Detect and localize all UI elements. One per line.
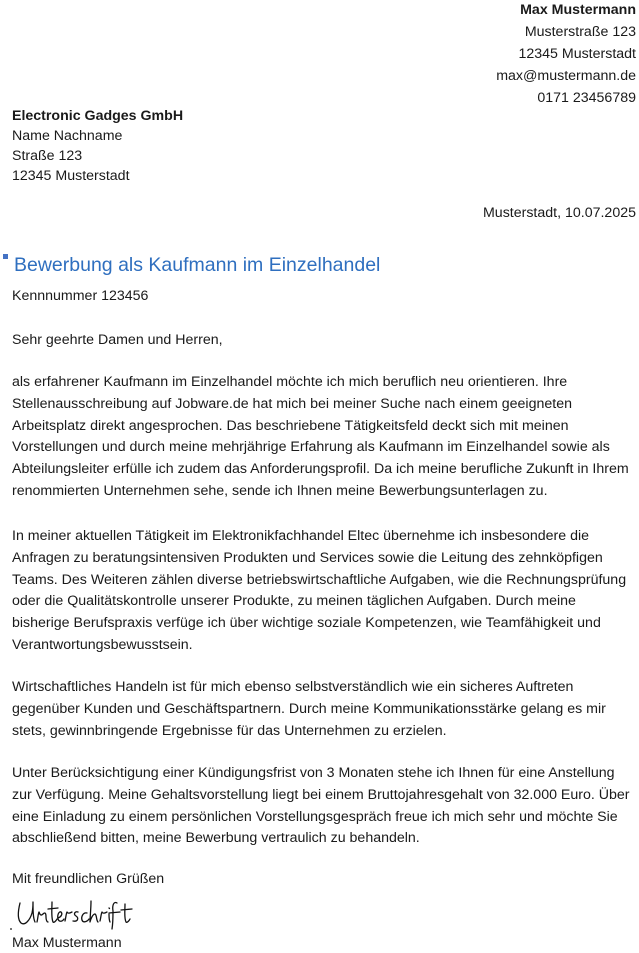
sender-email: max@mustermann.de — [496, 68, 636, 84]
handwritten-signature — [8, 893, 138, 933]
body-paragraph: Unter Berücksichtigung einer Kündigungsfrist von 3 Monaten stehe ich Ihnen für eine Anstellung zur Verfügung. Meine Gehaltsvorstellung liegt bei einem Bruttojahresgehalt von 32.000 Euro. Über eine Einladung zu einem persönlichen Vorstellungsgespräch freue ich mich sehr und möchte Sie abschließend bitten, meine Bewerbung vertraulich zu behandeln. — [12, 765, 630, 847]
recipient-city: 12345 Musterstadt — [12, 168, 130, 184]
recipient-company: Electronic Gadges GmbH — [12, 108, 184, 124]
sender-name: Max Mustermann — [520, 2, 636, 18]
body-paragraph: In meiner aktuellen Tätigkeit im Elektronikfachhandel Eltec übernehme ich insbesondere die Anfragen zu beratungsintensiven Produkten und Services sowie die Leitung des zehnköpfigen Teams. Des Weiteren zählen diverse betriebswirtschaftliche Aufgaben, wie die Rechnungsprüfung oder die Qualitätskontrolle unserer Produkte, zu meinen täglichen Aufgaben. Durch meine bisherige Berufspraxis verfüge ich über wichtige soziale Kompetenzen, wie Teamfähigkeit und Verantwortungsbewusstsein. — [12, 528, 627, 653]
recipient-address-block — [12, 106, 183, 186]
sender-city: 12345 Musterstadt — [518, 46, 636, 62]
subject-marker-icon — [3, 254, 8, 259]
closing-phrase: Mit freundlichen Grüßen — [12, 871, 165, 887]
body-paragraph: Wirtschaftliches Handeln ist für mich ebenso selbstverständlich wie ein sicheres Auftreten gegenüber Kunden und Geschäftspartnern. Durch meine Kommunikationsstärke gelang es mir stets, gewinnbringende Ergebnisse für das Unternehmen zu erzielen. — [12, 679, 606, 739]
signer-name: Max Mustermann — [12, 935, 122, 951]
body-paragraph: als erfahrener Kaufmann im Einzelhandel möchte ich mich beruflich neu orientieren. Ihre Stellenausschreibung auf Jobware.de hat mich bei meiner Suche nach einem geeigneten Arbeitsplatz direkt angesprochen. Das beschriebene Tätigkeitsfeld deckt sich mit meinen Vorstellungen und durch meine mehrjährige Erfahrung als Kaufmann im Einzelhandel sowie als Abteilungsleiter erfülle ich zudem das Anforderungsprofil. Da ich meine berufliche Zukunft in Ihrem renommierten Unternehmen sehe, sende ich Ihnen meine Bewerbungsunterlagen zu. — [12, 374, 629, 499]
sender-phone: 0171 23456789 — [537, 90, 636, 106]
sender-address-block — [496, 0, 636, 109]
reference-number: Kennnummer 123456 — [12, 288, 149, 304]
sender-street: Musterstraße 123 — [524, 24, 636, 40]
recipient-contact: Name Nachname — [12, 128, 123, 144]
letter-date: Musterstadt, 10.07.2025 — [482, 205, 636, 221]
salutation: Sehr geehrte Damen und Herren, — [12, 332, 223, 348]
letter-subject: Bewerbung als Kaufmann im Einzelhandel — [14, 254, 381, 276]
recipient-street: Straße 123 — [12, 148, 83, 164]
